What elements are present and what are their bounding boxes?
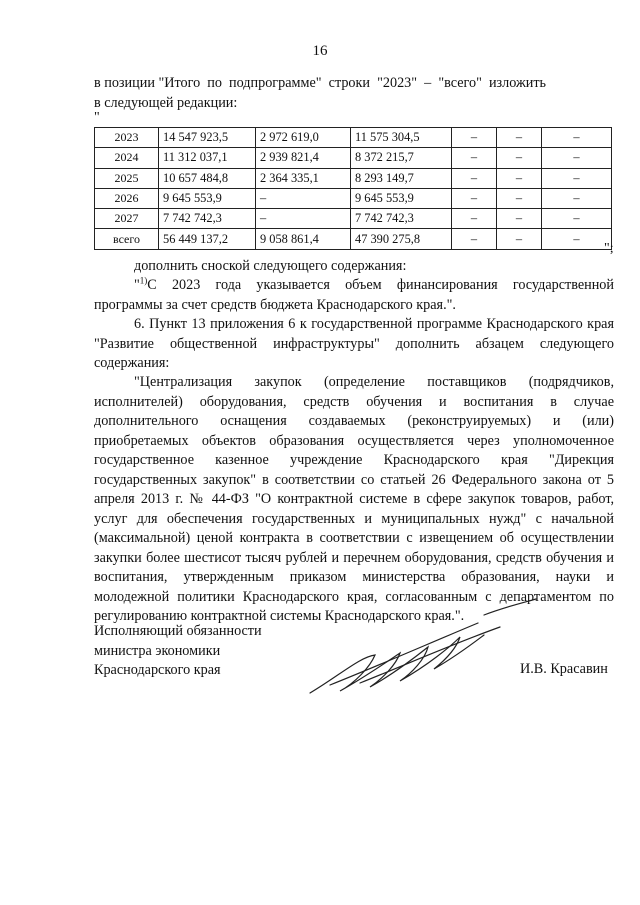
quoted-paragraph bbox=[94, 373, 614, 627]
closing-quote: "; bbox=[604, 241, 614, 256]
table-cell-c1: 11 312 037,1 bbox=[159, 148, 256, 168]
signatory-line-3: Краснодарского края bbox=[94, 662, 221, 678]
footnote-paragraph bbox=[94, 276, 614, 315]
quoted-paragraph-text: "Централизация закупок (определение поставщиков (подрядчиков, исполнителей) оборудования, средств обучения и воспитания в случае дополнительного оснащения создаваемых (реконструируемых) и (или) приобретаемых объектов образования осуществляется через уполномоченное государственное казенное учреждение Краснодарского края "Дирекция государственных закупок" в соответствии со статьей 26 Федерального закона от 5 апреля 2013 г. № 44-ФЗ "О контрактной системе в сфере закупок товаров, работ, услуг для обеспечения государственных и муниципальных нужд" с начальной (максимальной) ценой контракта в соответствии с извещением об осуществлении закупки более шестисот тысяч рублей и перечнем оборудования, средств обучения и воспитания, утвержденным приказом министерства образования, науки и молодежной политики Краснодарского края, согласованным с департаментом по регулированию контрактной системы Краснодарского края.". bbox=[94, 374, 614, 624]
table-cell-c1: 14 547 923,5 bbox=[159, 128, 256, 148]
table-cell-c6: – bbox=[542, 188, 612, 208]
table-cell-c5: – bbox=[497, 209, 542, 229]
table-cell-c3: 8 372 215,7 bbox=[351, 148, 452, 168]
table-cell-c1: 10 657 484,8 bbox=[159, 168, 256, 188]
table-row bbox=[95, 148, 612, 168]
table-row bbox=[95, 229, 612, 249]
intro-paragraph bbox=[94, 74, 614, 113]
table-cell-c2: 2 972 619,0 bbox=[256, 128, 351, 148]
table-cell-c5: – bbox=[497, 148, 542, 168]
table-cell-c6: – bbox=[542, 128, 612, 148]
item-6-paragraph bbox=[94, 315, 614, 374]
table-cell-c4: – bbox=[452, 148, 497, 168]
handwritten-signature bbox=[300, 595, 540, 705]
footnote-open-quote: " bbox=[134, 277, 140, 293]
table-cell-year: 2024 bbox=[95, 148, 159, 168]
signatory-block bbox=[94, 622, 262, 681]
table-cell-year: всего bbox=[95, 229, 159, 249]
table-cell-year: 2023 bbox=[95, 128, 159, 148]
table-cell-c5: – bbox=[497, 188, 542, 208]
table-cell-c5: – bbox=[497, 229, 542, 249]
table-cell-c3: 11 575 304,5 bbox=[351, 128, 452, 148]
table-cell-c5: – bbox=[497, 168, 542, 188]
intro-line-1-text: в позиции "Итого по подпрограмме" строки "2023" – "всего" изложить bbox=[94, 75, 547, 91]
item-6-text: 6. Пункт 13 приложения 6 к государственной программе Краснодарского края "Развитие общественной инфраструктуры" дополнить абзацем следующего содержания: bbox=[94, 316, 614, 371]
footnote-intro-text: дополнить сноской следующего содержания: bbox=[134, 258, 407, 274]
table-row bbox=[95, 128, 612, 148]
table-cell-c6: – bbox=[542, 168, 612, 188]
table-cell-c2: 9 058 861,4 bbox=[256, 229, 351, 249]
opening-quote: " bbox=[94, 110, 100, 125]
footnote-text: С 2023 года указывается объем финансирования государственной программы за счет средств бюджета Краснодарского края.". bbox=[94, 277, 614, 313]
table-cell-c4: – bbox=[452, 188, 497, 208]
table-row bbox=[95, 188, 612, 208]
signatory-line-2: министра экономики bbox=[94, 642, 221, 659]
table-cell-c6: – bbox=[542, 229, 612, 249]
signatory-line-1: Исполняющий обязанности bbox=[94, 623, 262, 639]
table-cell-year: 2025 bbox=[95, 168, 159, 188]
table-row bbox=[95, 168, 612, 188]
table-cell-c3: 9 645 553,9 bbox=[351, 188, 452, 208]
table-cell-c2: – bbox=[256, 188, 351, 208]
table-cell-c3: 47 390 275,8 bbox=[351, 229, 452, 249]
intro-line-2: в следующей редакции: bbox=[94, 94, 238, 111]
table-cell-c5: – bbox=[497, 128, 542, 148]
signer-name: И.В. Красавин bbox=[520, 661, 608, 677]
table-cell-c3: 8 293 149,7 bbox=[351, 168, 452, 188]
table-cell-c4: – bbox=[452, 209, 497, 229]
table-cell-year: 2026 bbox=[95, 188, 159, 208]
table-cell-year: 2027 bbox=[95, 209, 159, 229]
table-cell-c1: 7 742 742,3 bbox=[159, 209, 256, 229]
table-cell-c4: – bbox=[452, 229, 497, 249]
table-cell-c6: – bbox=[542, 148, 612, 168]
table-cell-c1: 9 645 553,9 bbox=[159, 188, 256, 208]
footnote-marker: 1) bbox=[139, 275, 148, 286]
table-cell-c2: 2 364 335,1 bbox=[256, 168, 351, 188]
intro-line-1 bbox=[94, 74, 614, 94]
table-cell-c2: 2 939 821,4 bbox=[256, 148, 351, 168]
table-cell-c1: 56 449 137,2 bbox=[159, 229, 256, 249]
table-cell-c2: – bbox=[256, 209, 351, 229]
table-cell-c4: – bbox=[452, 168, 497, 188]
footnote-intro bbox=[94, 257, 614, 277]
page-number: 16 bbox=[312, 43, 328, 59]
table-cell-c3: 7 742 742,3 bbox=[351, 209, 452, 229]
financing-table-body bbox=[95, 128, 612, 250]
table-cell-c4: – bbox=[452, 128, 497, 148]
financing-table bbox=[94, 127, 612, 250]
table-cell-c6: – bbox=[542, 209, 612, 229]
table-row bbox=[95, 209, 612, 229]
